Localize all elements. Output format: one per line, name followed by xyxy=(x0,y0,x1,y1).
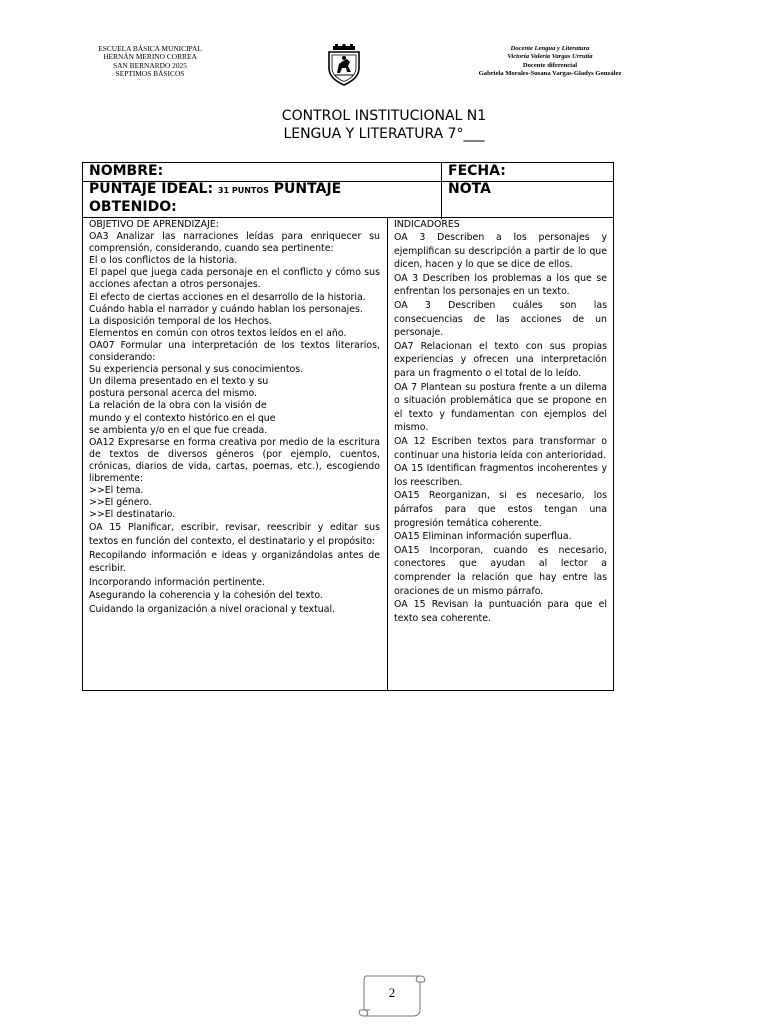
teacher-role: Docente Lengua y Literatura xyxy=(510,45,590,52)
indicador-item: OA 3 Describen a los personajes y ejemplifican su descripción a partir de lo que dicen, hacen y lo que se dice de ellos. xyxy=(394,232,607,271)
indicador-item: OA 3 Describen cuáles son las consecuencias de las acciones de un personaje. xyxy=(394,300,607,339)
objetivo-item: OA12 Expresarse en forma creativa por medio de la escritura de textos de diversos géneros (por ejemplo, cuentos, crónicas, diarios de vida, cartas, poemas, etc.), escogiendo libremente: xyxy=(89,436,380,484)
header-divider xyxy=(441,163,442,219)
teacher-info xyxy=(452,45,648,79)
objetivo-item: OA07 Formular una interpretación de los textos literarios, considerando: xyxy=(89,339,380,364)
page-number: 2 xyxy=(388,985,396,1000)
objetivo-item: Elementos en común con otros textos leídos en el año. xyxy=(89,327,347,339)
objetivo-item: El papel que juega cada personaje en el conflicto y cómo sus acciones afectan a otros personajes. xyxy=(89,267,380,291)
puntaje-label xyxy=(89,181,389,216)
indicador-item: OA15 Reorganizan, si es necesario, los párrafos para que estos tengan una progresión temática coherente. xyxy=(394,490,607,529)
column-divider xyxy=(387,217,388,690)
school-line: HERNÁN MERINO CORREA xyxy=(103,52,197,62)
indicador-item: OA 12 Escriben textos para transformar o continuar una historia leída con anterioridad. xyxy=(394,436,607,461)
objetivo-item: OBJETIVO DE APRENDIZAJE: xyxy=(89,219,219,230)
objetivo-item: Su experiencia personal y sus conocimientos. xyxy=(89,364,304,376)
indicador-item: OA15 Incorporan, cuando es necesario, conectores que ayudan al lector a comprender la relación que hay entre las oraciones de un mismo párrafo. xyxy=(394,544,607,597)
objetivo-item: postura personal acerca del mismo. xyxy=(89,388,258,400)
indicador-item: OA 7 Plantean su postura frente a un dilema o situación problemática que se propone en el texto y fundamentan con ejemplos del mismo. xyxy=(394,381,607,434)
objetivo-item: El efecto de ciertas acciones en el desarrollo de la historia. xyxy=(89,291,366,303)
objetivo-item: OA 15 Planificar, escribir, revisar, reescribir y editar sus textos en función del contexto, el destinatario y el propósito: xyxy=(89,522,380,547)
school-info xyxy=(88,45,212,79)
indicadores-column xyxy=(394,219,607,625)
objetivo-item: >>El género. xyxy=(89,497,152,509)
objetivo-item: >>El destinatario. xyxy=(89,509,176,521)
puntaje-obtenido-label-2: OBTENIDO: xyxy=(89,199,177,215)
objetivo-item: Asegurando la coherencia y la cohesión del texto. xyxy=(89,590,323,602)
document-title: CONTROL INSTITUCIONAL N1 xyxy=(281,108,487,124)
school-line: SEPTIMOS BÁSICOS xyxy=(115,69,185,79)
nota-label: NOTA xyxy=(448,181,491,197)
objetivo-item: se ambienta y/o en el que fue creada. xyxy=(89,424,268,436)
indicador-item: INDICADORES xyxy=(394,219,460,230)
school-line: SAN BERNARDO 2025 xyxy=(113,60,187,70)
puntaje-ideal-label: PUNTAJE IDEAL: xyxy=(89,181,218,197)
indicador-item: OA15 Eliminan información superflua. xyxy=(394,531,572,543)
objetivo-item: Recopilando información e ideas y organizándolas antes de escribir. xyxy=(89,549,380,575)
indicador-item: OA7 Relacionan el texto con sus propias experiencias y ofrecen una interpretación para un fragmento o el total de lo leído. xyxy=(394,340,607,380)
objetivo-item: mundo y el contexto histórico en el que xyxy=(89,412,276,424)
fecha-label: FECHA: xyxy=(448,163,506,179)
school-crest-icon xyxy=(325,44,363,86)
objetivo-item: >>El tema. xyxy=(89,485,144,497)
objetivo-item: La relación de la obra con la visión de xyxy=(89,400,267,412)
nombre-label: NOMBRE: xyxy=(89,163,164,179)
diff-teacher-names: Gabriela Morales-Susana Vargas-Gladys González xyxy=(478,70,622,78)
objetivo-item: Incorporando información pertinente. xyxy=(89,576,265,588)
objetivo-item: Un dilema presentado en el texto y su xyxy=(89,376,269,388)
puntaje-obtenido-label: PUNTAJE xyxy=(268,181,342,197)
row-divider xyxy=(83,217,613,218)
indicador-item: OA 3 Describen los problemas a los que se enfrentan los personajes en un texto. xyxy=(394,272,607,298)
puntos-value: 31 PUNTOS xyxy=(217,186,269,195)
diff-teacher-role: Docente diferencial xyxy=(522,61,578,69)
indicador-item: OA 15 Identifican fragmentos incoherentes y los reescriben. xyxy=(394,463,607,488)
evaluation-table xyxy=(82,162,614,691)
objetivo-item: OA3 Analizar las narraciones leídas para enriquecer su comprensión, considerando, cuando sea pertinente: xyxy=(89,231,380,255)
objetivo-item: El o los conflictos de la historia. xyxy=(89,255,238,267)
objetivo-item: Cuidando la organización a nivel oracional y textual. xyxy=(89,603,336,615)
objetivos-column xyxy=(89,219,380,617)
document-subtitle: LENGUA Y LITERATURA 7°___ xyxy=(283,126,485,142)
objetivo-item: La disposición temporal de los Hechos. xyxy=(89,315,272,327)
objetivo-item: Cuándo habla el narrador y cuándo hablan los personajes. xyxy=(89,303,363,315)
teacher-name: Victoria Valeria Vargas Urrutia xyxy=(507,53,593,61)
school-line: ESCUELA BÁSICA MUNICIPAL xyxy=(98,44,202,53)
indicador-item: OA 15 Revisan la puntuación para que el texto sea coherente. xyxy=(394,599,607,624)
